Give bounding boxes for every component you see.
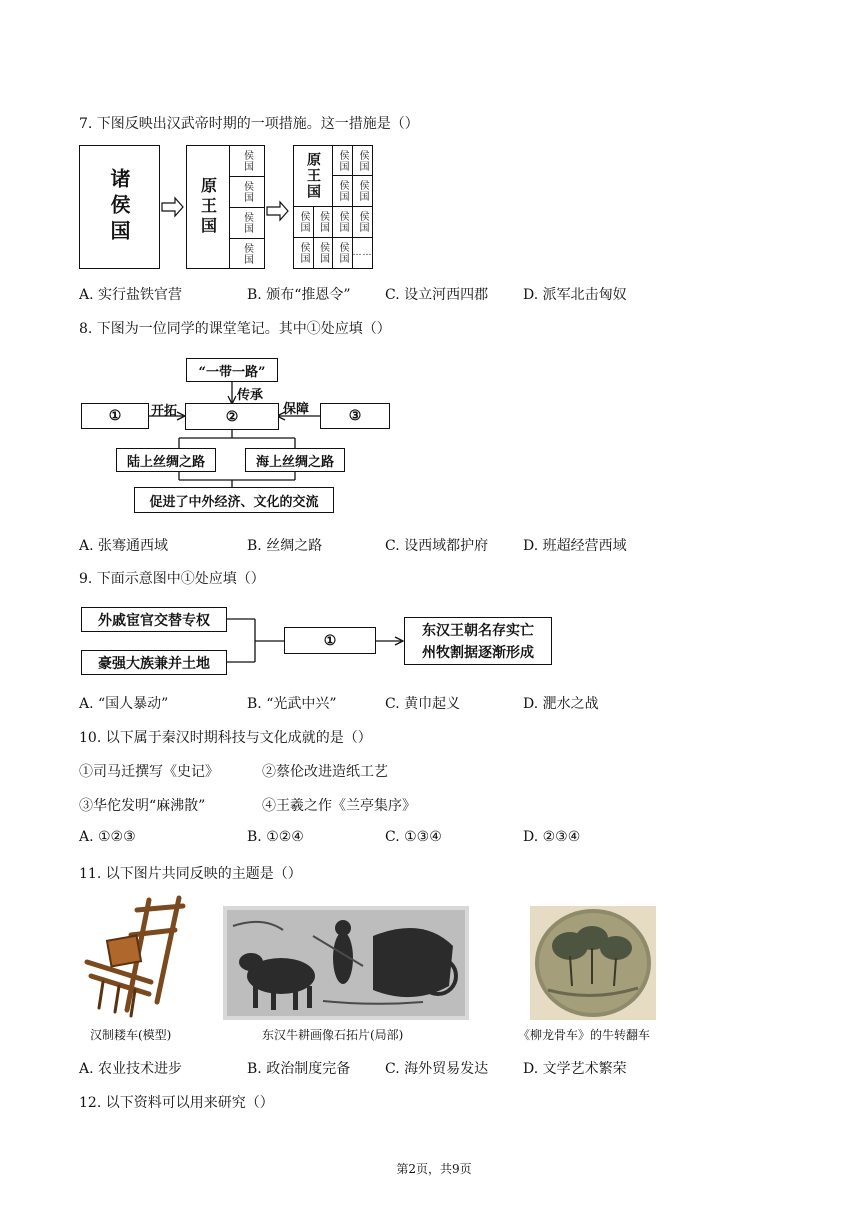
q7-mid-cell: 侯国 — [229, 207, 265, 239]
q8-belt-road-box: “一带一路” — [186, 358, 278, 382]
question-10-stem: 10. 以下属于秦汉时期科技与文化成就的是（） — [79, 730, 372, 746]
q9-option-d[interactable]: D. 淝水之战 — [523, 696, 599, 712]
q11-option-a[interactable]: A. 农业技术进步 — [79, 1061, 183, 1077]
q8-result-box: 促进了中外经济、文化的交流 — [134, 487, 334, 513]
q8-inherit-label: 传承 — [237, 388, 264, 403]
question-9-stem: 9. 下面示意图中①处应填（） — [79, 571, 265, 587]
q7-feudal-states-box: 诸侯国 — [79, 145, 160, 269]
q9-option-b[interactable]: B. “光武中兴” — [247, 696, 337, 712]
q7-mid-cell: 侯国 — [229, 176, 265, 208]
q10-option-b[interactable]: B. ①②④ — [247, 829, 304, 845]
q8-guard-label: 保障 — [283, 402, 310, 417]
seed-drill-model-image — [79, 890, 199, 1020]
q7-right-cell: 侯国 — [332, 237, 353, 269]
q8-option-c[interactable]: C. 设西域都护府 — [385, 538, 489, 554]
q7-right-cell: 侯国 — [293, 206, 314, 238]
q7-right-cell: 侯国 — [352, 145, 373, 176]
q8-slot-2: ② — [185, 403, 279, 430]
q9-result-line-2: 州牧割据逐渐形成 — [422, 645, 534, 661]
q7-right-cell: 侯国 — [332, 206, 353, 238]
q7-option-d[interactable]: D. 派军北击匈奴 — [523, 287, 627, 303]
page-footer: 第2页，共9页 — [396, 1162, 472, 1176]
question-11-stem: 11. 以下图片共同反映的主题是（） — [79, 866, 302, 882]
q8-land-silk-road: 陆上丝绸之路 — [116, 448, 216, 472]
q10-option-a[interactable]: A. ①②③ — [79, 829, 136, 845]
q7-right-cell: 侯国 — [332, 175, 353, 207]
q7-option-b[interactable]: B. 颁布“推恩令” — [247, 287, 351, 303]
q11-option-b[interactable]: B. 政治制度完备 — [247, 1061, 351, 1077]
q7-option-a[interactable]: A. 实行盐铁官营 — [79, 287, 183, 303]
q7-right-cell: 侯国 — [332, 145, 353, 176]
q7-right-cell: 侯国 — [352, 175, 373, 207]
q7-right-cell: 侯国 — [293, 237, 314, 269]
q10-item-4: ④王羲之作《兰亭集序》 — [262, 798, 416, 814]
caption-seed-drill: 汉制耧车(模型) — [90, 1028, 172, 1042]
q8-slot-3: ③ — [320, 403, 390, 429]
q8-option-d[interactable]: D. 班超经营西域 — [523, 538, 627, 554]
q7-right-cell: 侯国 — [313, 237, 333, 269]
q7-original-kingdom-right: 原王国 — [293, 145, 333, 207]
q7-right-cell: 侯国 — [313, 206, 333, 238]
q7-mid-cell: 侯国 — [229, 238, 265, 269]
q7-right-cell: 侯国 — [352, 206, 373, 238]
q10-item-3: ③华佗发明“麻沸散” — [79, 798, 206, 814]
q11-option-c[interactable]: C. 海外贸易发达 — [385, 1061, 489, 1077]
q9-option-a[interactable]: A. “国人暴动” — [79, 696, 169, 712]
q7-mid-cell: 侯国 — [229, 145, 265, 177]
q8-diagram — [79, 350, 399, 520]
q8-sea-silk-road: 海上丝绸之路 — [245, 448, 345, 472]
q8-option-a[interactable]: A. 张骞通西域 — [79, 538, 169, 554]
caption-waterwheel: 《柳龙骨车》的牛转翻车 — [518, 1028, 651, 1042]
q7-right-cell-ellipsis: …… — [352, 237, 373, 269]
q9-option-c[interactable]: C. 黄巾起义 — [385, 696, 461, 712]
q9-result-box — [404, 617, 552, 665]
question-7-stem: 7. 下图反映出汉武帝时期的一项措施。这一措施是（） — [79, 116, 419, 132]
q7-original-kingdom-mid: 原王国 — [186, 145, 230, 269]
question-8-stem: 8. 下图为一位同学的课堂笔记。其中①处应填（） — [79, 321, 391, 337]
q10-option-d[interactable]: D. ②③④ — [523, 829, 581, 845]
q9-result-line-1: 东汉王朝名存实亡 — [422, 623, 534, 639]
q9-diagram — [79, 603, 559, 678]
q8-option-b[interactable]: B. 丝绸之路 — [247, 538, 323, 554]
q9-slot-1: ① — [284, 627, 376, 654]
q10-option-c[interactable]: C. ①③④ — [385, 829, 442, 845]
q10-item-1: ①司马迁撰写《史记》 — [79, 764, 219, 780]
willow-waterwheel-painting-image — [530, 906, 656, 1020]
question-12-stem: 12. 以下资料可以用来研究（） — [79, 1095, 274, 1111]
q8-expand-label: 开拓 — [151, 404, 178, 419]
q10-item-2: ②蔡伦改进造纸工艺 — [262, 764, 388, 780]
q7-diagram — [79, 145, 379, 271]
ox-plowing-rubbing-image — [223, 906, 469, 1020]
q8-slot-1: ① — [81, 403, 149, 429]
q7-option-c[interactable]: C. 设立河西四郡 — [385, 287, 489, 303]
q9-box-eunuch-power: 外戚宦官交替专权 — [81, 607, 227, 632]
caption-ox-plowing: 东汉牛耕画像石拓片(局部) — [262, 1028, 404, 1042]
q11-option-d[interactable]: D. 文学艺术繁荣 — [523, 1061, 627, 1077]
q9-box-land-annexation: 豪强大族兼并土地 — [81, 650, 227, 675]
